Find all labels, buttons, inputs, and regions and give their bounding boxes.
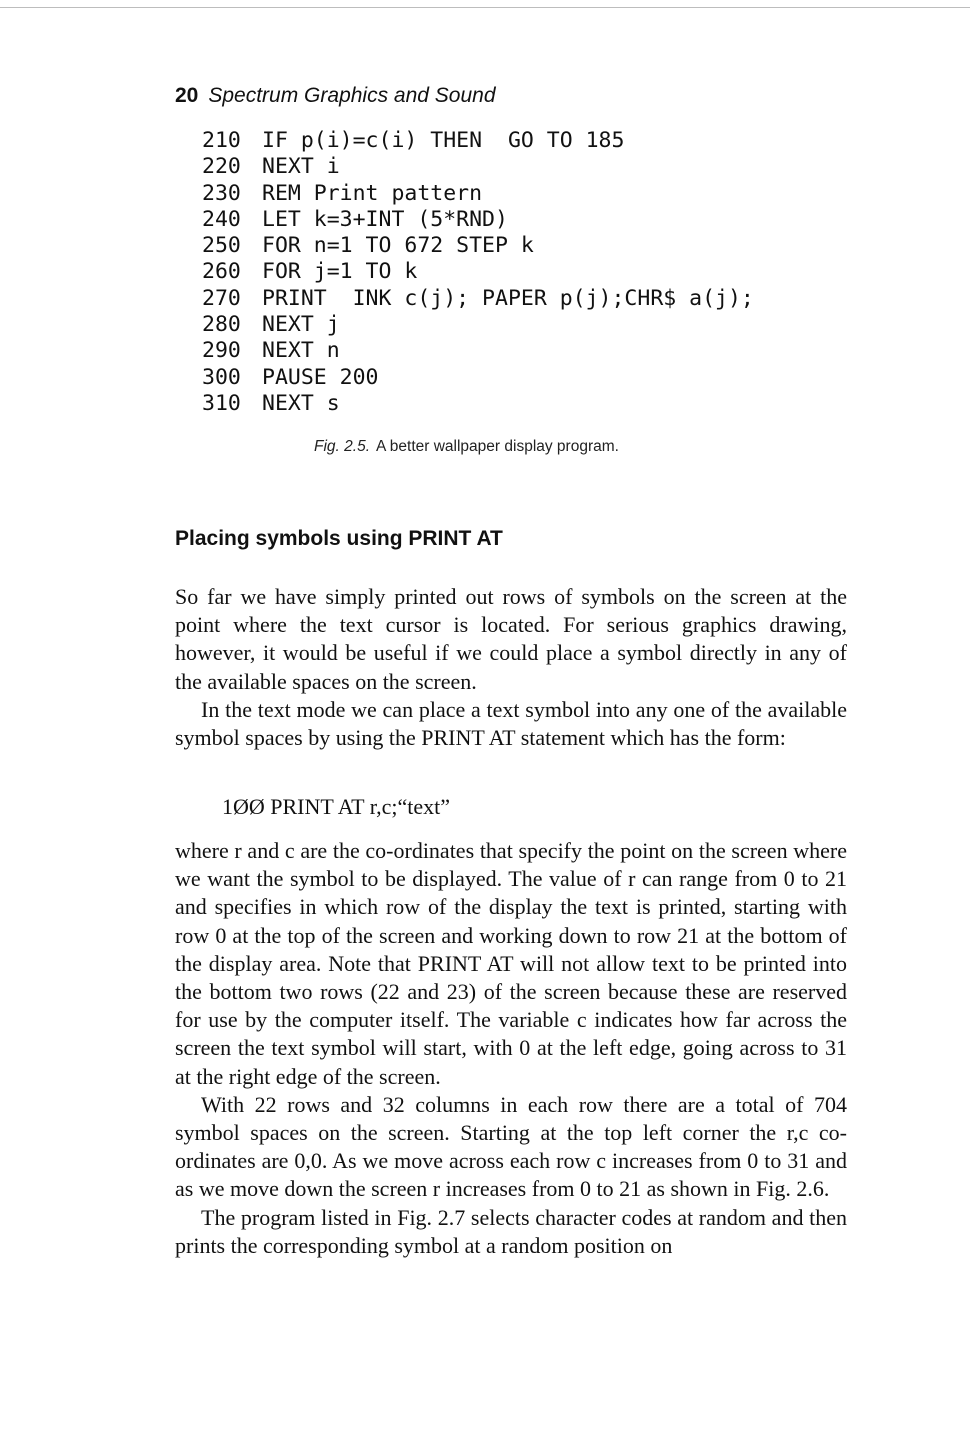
body-text-before <box>175 583 847 752</box>
page-number: 20 <box>175 84 199 107</box>
code-line <box>202 365 754 391</box>
figure-caption <box>314 438 619 456</box>
code-text: NEXT j <box>262 312 340 338</box>
code-text: PRINT INK c(j); PAPER p(j);CHR$ a(j); <box>262 285 754 311</box>
code-text: REM Print pattern <box>262 180 483 206</box>
line-number: 210 <box>202 128 241 153</box>
code-text: IF p(i)=c(i) THEN GO TO 185 <box>262 128 625 153</box>
figure-label: Fig. 2.5. <box>314 438 370 455</box>
code-text: LET k=3+INT (5*RND) <box>262 206 508 232</box>
code-text: FOR j=1 TO k <box>262 259 418 285</box>
code-line <box>202 286 754 312</box>
line-number: 230 <box>202 180 241 206</box>
code-text: NEXT s <box>262 390 340 416</box>
paragraph: In the text mode we can place a text symbol into any one of the available symbol spaces by using the PRINT AT statement which has the form: <box>175 696 847 751</box>
code-line <box>202 312 754 338</box>
line-number: 250 <box>202 233 241 259</box>
book-title: Spectrum Graphics and Sound <box>208 84 496 107</box>
line-number: 220 <box>202 154 241 180</box>
figure-caption-text: A better wallpaper display program. <box>376 438 619 455</box>
code-text: PAUSE 200 <box>262 364 379 390</box>
section-heading: Placing symbols using PRINT AT <box>175 527 503 550</box>
code-line <box>202 181 754 207</box>
line-number: 290 <box>202 338 241 364</box>
code-line <box>202 259 754 285</box>
scan-edge-line <box>0 7 970 8</box>
code-line <box>202 154 754 180</box>
line-number: 280 <box>202 312 241 338</box>
code-line <box>202 391 754 417</box>
line-number: 240 <box>202 206 241 232</box>
code-text: NEXT n <box>262 338 340 364</box>
paragraph: The program listed in Fig. 2.7 selects character codes at random and then prints the corresponding symbol at a random position on <box>175 1204 847 1258</box>
line-number: 310 <box>202 390 241 416</box>
line-number: 260 <box>202 259 241 285</box>
body-text-after <box>175 837 847 1260</box>
example-statement: 1ØØ PRINT AT r,c;“text” <box>222 794 451 819</box>
code-text: NEXT i <box>262 154 340 180</box>
running-head <box>175 84 496 108</box>
code-line <box>202 338 754 364</box>
code-text: FOR n=1 TO 672 STEP k <box>262 233 534 259</box>
code-line <box>202 207 754 233</box>
paragraph: With 22 rows and 32 columns in each row there are a total of 704 symbol spaces on the screen. Starting at the top left corner the r,c co-ordinates are 0,0. As we move across each row c increases from 0 to 31 and as we move down the screen r increases from 0 to 21 as shown in Fig. 2.6. <box>175 1091 847 1202</box>
code-line <box>202 128 754 154</box>
line-number: 270 <box>202 285 241 311</box>
line-number: 300 <box>202 364 241 390</box>
paragraph: So far we have simply printed out rows of symbols on the screen at the point where the text cursor is located. For serious graphics drawing, however, it would be useful if we could place a symbol directly in any of the available spaces on the screen. <box>175 584 847 694</box>
code-line <box>202 233 754 259</box>
code-listing <box>202 128 754 417</box>
paragraph: where r and c are the co-ordinates that specify the point on the screen where we want the symbol to be displayed. The value of r can range from 0 to 21 and specifies in which row of the display the text is printed, starting with row 0 at the top of the screen and working down to row 21 at the bottom of the display area. Note that PRINT AT will not allow text to be printed into the bottom two rows (22 and 23) of the screen because these are reserved for use by the computer itself. The variable c indicates how far across the screen the text symbol will start, with 0 at the left edge, going across to 31 at the right edge of the screen. <box>175 838 847 1089</box>
